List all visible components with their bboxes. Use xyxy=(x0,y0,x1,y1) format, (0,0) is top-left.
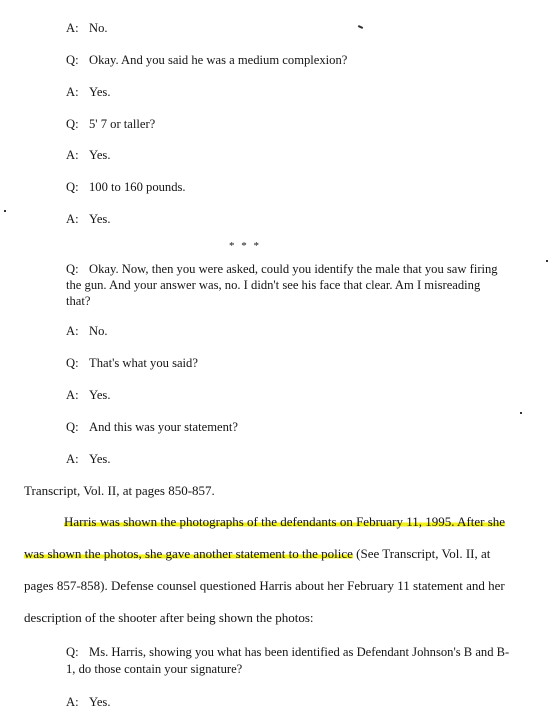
line-text: Yes. xyxy=(89,452,111,466)
line-text: Yes. xyxy=(89,212,111,226)
paragraph-line: description of the shooter after being shown the photos: xyxy=(24,610,314,625)
speaker-tag: Q: xyxy=(66,356,79,370)
highlighted-text: was shown the photos, she gave another statement to the police xyxy=(24,546,353,561)
line-text: Yes. xyxy=(89,85,111,99)
speaker-tag: Q: xyxy=(66,262,79,276)
paragraph-line xyxy=(24,545,490,563)
paragraph-line xyxy=(64,513,505,531)
scan-speck xyxy=(358,25,363,29)
line-text: Ms. Harris, showing you what has been identified as Defendant Johnson's B and B- xyxy=(89,645,510,659)
transcript-line xyxy=(66,178,186,196)
transcript-line-continuation: that? xyxy=(66,294,91,308)
scan-speck xyxy=(546,260,548,262)
transcript-line xyxy=(66,418,238,436)
speaker-tag: Q: xyxy=(66,180,79,194)
transcript-line xyxy=(66,386,110,404)
line-text: No. xyxy=(89,324,108,338)
speaker-tag: A: xyxy=(66,212,79,226)
scan-speck xyxy=(520,412,522,414)
transcript-line-continuation: the gun. And your answer was, no. I didn't see his face that clear. Am I misreading xyxy=(66,278,481,292)
transcript-line xyxy=(66,19,108,37)
line-text: Yes. xyxy=(89,148,111,162)
transcript-line xyxy=(66,354,198,372)
transcript-line xyxy=(66,115,155,133)
line-text: Okay. Now, then you were asked, could you identify the male that you saw firing xyxy=(89,262,498,276)
line-text: 5' 7 or taller? xyxy=(89,117,156,131)
speaker-tag: A: xyxy=(66,452,79,466)
line-text: That's what you said? xyxy=(89,356,198,370)
transcript-line xyxy=(66,643,509,661)
speaker-tag: Q: xyxy=(66,53,79,67)
paragraph-line: pages 857-858). Defense counsel questioned Harris about her February 11 statement and her xyxy=(24,578,505,593)
transcript-line xyxy=(66,83,110,101)
transcript-line xyxy=(66,210,110,228)
speaker-tag: Q: xyxy=(66,117,79,131)
transcript-line xyxy=(66,51,347,69)
highlighted-text: Harris was shown the photographs of the defendants on February 11, 1995. After she xyxy=(64,514,506,529)
line-text: 100 to 160 pounds. xyxy=(89,180,186,194)
paragraph-text: (See Transcript, Vol. II, at xyxy=(352,546,491,561)
transcript-line xyxy=(66,146,110,164)
transcript-line-continuation: 1, do those contain your signature? xyxy=(66,662,243,676)
line-text: And this was your statement? xyxy=(89,420,238,434)
line-text: Okay. And you said he was a medium complexion? xyxy=(89,53,348,67)
speaker-tag: Q: xyxy=(66,420,79,434)
speaker-tag: A: xyxy=(66,695,79,709)
transcript-line xyxy=(66,322,108,340)
line-text: Yes. xyxy=(89,695,111,709)
omission-separator: * * * xyxy=(229,240,261,252)
line-text: Yes. xyxy=(89,388,111,402)
speaker-tag: A: xyxy=(66,324,79,338)
scan-speck xyxy=(4,210,6,212)
speaker-tag: A: xyxy=(66,148,79,162)
speaker-tag: A: xyxy=(66,388,79,402)
transcript-line xyxy=(66,693,110,711)
speaker-tag: Q: xyxy=(66,645,79,659)
transcript-line xyxy=(66,450,110,468)
transcript-citation: Transcript, Vol. II, at pages 850-857. xyxy=(24,483,215,498)
speaker-tag: A: xyxy=(66,21,79,35)
speaker-tag: A: xyxy=(66,85,79,99)
line-text: No. xyxy=(89,21,108,35)
